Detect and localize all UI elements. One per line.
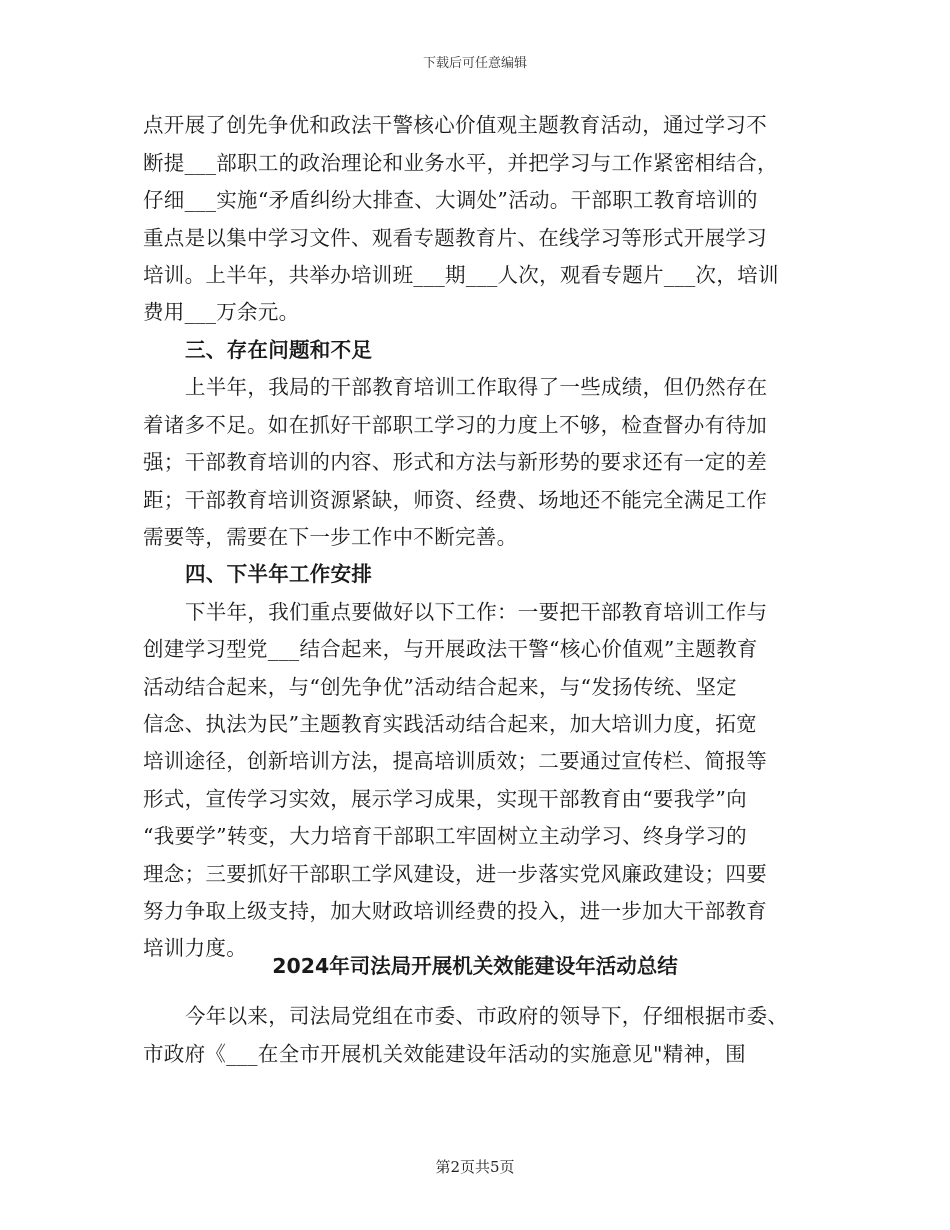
paragraph-line: 培训力度。 — [143, 936, 247, 960]
paragraph-line: 着诸多不足。如在抓好干部职工学习的力度上不够，检查督办有待加 — [143, 413, 767, 437]
paragraph-line: 理念；三要抓好干部职工学风建设，进一步落实党风廉政建设；四要 — [143, 862, 767, 886]
paragraph-line: 信念、执法为民”主题教育实践活动结合起来，加大培训力度，拓宽 — [143, 712, 757, 736]
paragraph-line: 点开展了创先争优和政法干警核心价值观主题教育活动，通过学习不 — [143, 113, 767, 137]
paragraph-line: 需要等，需要在下一步工作中不断完善。 — [143, 525, 518, 549]
paragraph-line: 活动结合起来，与“创先争优”活动结合起来，与“发扬传统、坚定 — [143, 675, 737, 699]
paragraph-line: 下半年，我们重点要做好以下工作：一要把干部教育培训工作与 — [185, 600, 768, 624]
paragraph-line: 仔细___实施“矛盾纠纷大排查、大调处”活动。干部职工教育培训的 — [143, 188, 758, 212]
paragraph-line: 创建学习型党___结合起来，与开展政法干警“核心价值观”主题教育 — [143, 637, 758, 661]
paragraph-line: 形式，宣传学习实效，展示学习成果，实现干部教育由“要我学”向 — [143, 787, 747, 811]
section-heading-3: 三、存在问题和不足 — [185, 338, 373, 362]
paragraph-line: 重点是以集中学习文件、观看专题教育片、在线学习等形式开展学习 — [143, 226, 767, 250]
page-header: 下载后可任意编辑 — [422, 56, 527, 71]
paragraph-line: 培训。上半年，共举办培训班___期___人次，观看专题片___次，培训 — [143, 263, 779, 287]
paragraph-line: 距；干部教育培训资源紧缺，师资、经费、场地还不能完全满足工作 — [143, 488, 767, 512]
paragraph-line: 培训途径，创新培训方法，提高培训质效；二要通过宣传栏、简报等 — [143, 749, 767, 773]
section-heading-4: 四、下半年工作安排 — [185, 562, 373, 586]
paragraph-line: 费用___万余元。 — [143, 300, 300, 324]
paragraph-line: 上半年，我局的干部教育培训工作取得了一些成绩，但仍然存在 — [185, 375, 768, 399]
paragraph-line: 断提___部职工的政治理论和业务水平，并把学习与工作紧密相结合， — [143, 151, 778, 175]
paragraph-line: 今年以来，司法局党组在市委、市政府的领导下，仔细根据市委、 — [185, 1004, 789, 1028]
paragraph-line: “我要学”转变，大力培育干部职工牢固树立主动学习、终身学习的 — [143, 824, 747, 848]
document-title: 2024年司法局开展机关效能建设年活动总结 — [272, 954, 678, 978]
page-footer: 第2页共5页 — [435, 1158, 515, 1176]
paragraph-line: 努力争取上级支持，加大财政培训经费的投入，进一步加大干部教育 — [143, 899, 767, 923]
paragraph-line: 强；干部教育培训的内容、形式和方法与新形势的要求还有一定的差 — [143, 450, 767, 474]
paragraph-line: 市政府《___在全市开展机关效能建设年活动的实施意见"精神，围 — [143, 1042, 746, 1066]
